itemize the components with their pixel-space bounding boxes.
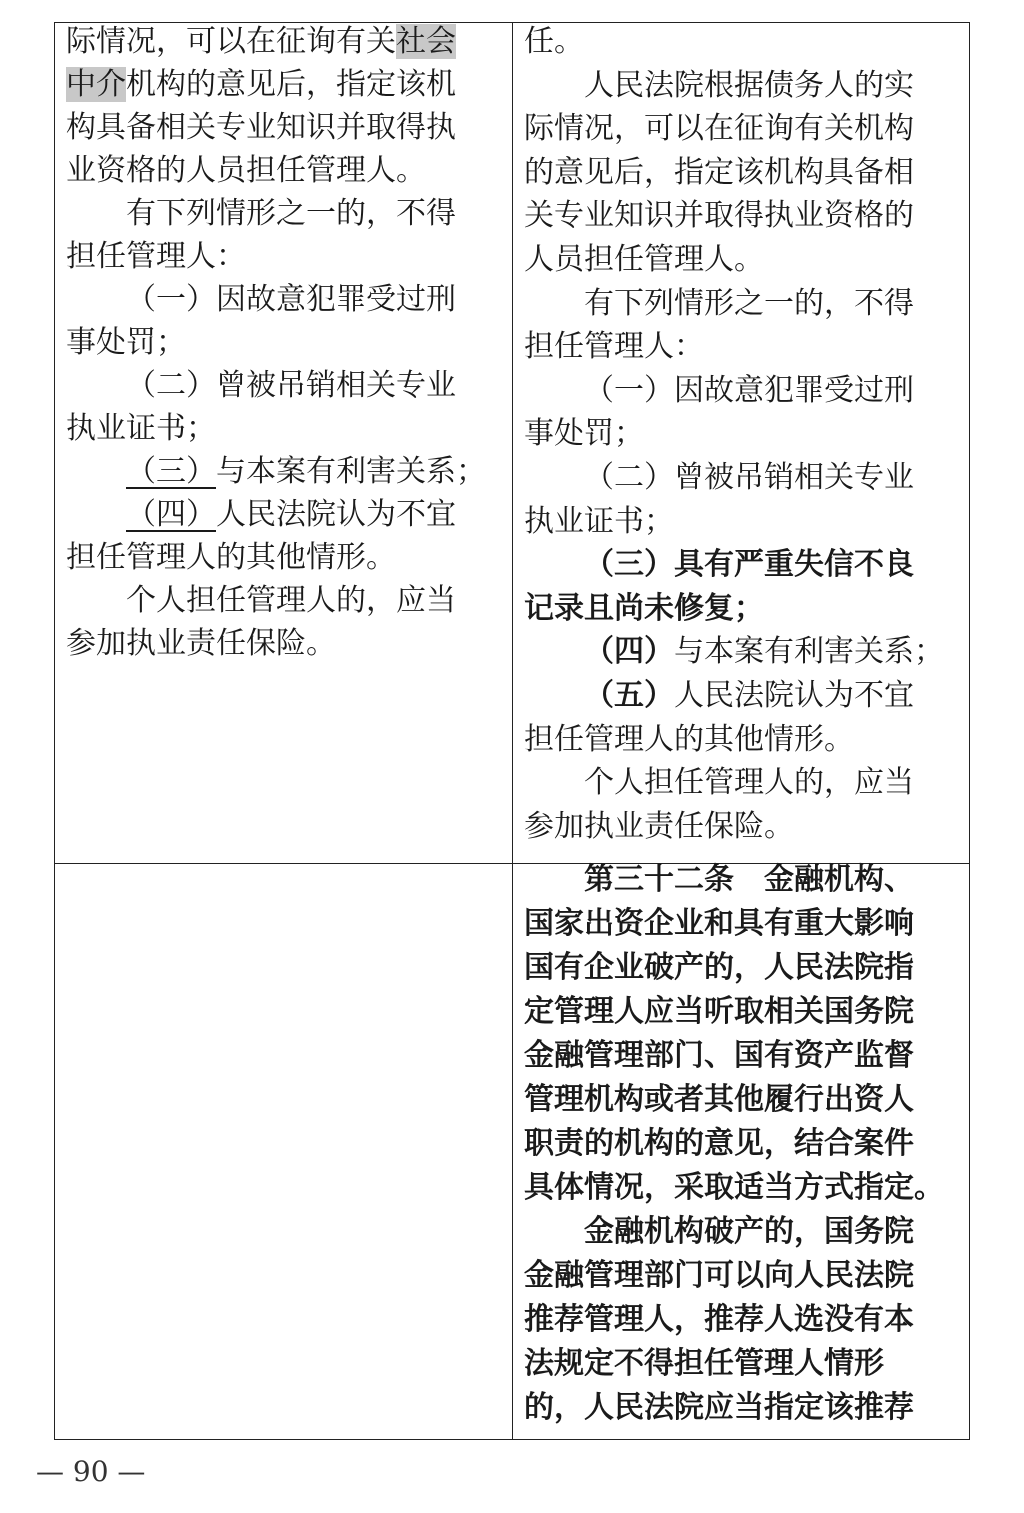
- text-line: [524, 1344, 884, 1384]
- text-run: 管理机构或者其他履行出资人: [524, 1082, 914, 1117]
- text-line: [524, 1212, 914, 1252]
- text-run: 担任管理人：: [524, 329, 704, 365]
- text-line: [524, 240, 764, 280]
- text-line: [66, 409, 216, 449]
- text-run: 人民法院认为不宜: [216, 497, 456, 532]
- text-line: [524, 284, 914, 324]
- text-run: 人民法院认为不宜: [674, 678, 914, 713]
- text-line: [524, 1300, 914, 1340]
- text-run: 金融管理部门可以向人民法院: [524, 1258, 914, 1293]
- text-line: [66, 194, 456, 234]
- text-line: [524, 1080, 914, 1120]
- text-line: [66, 280, 456, 320]
- text-run: 构具备相关专业知识并取得执: [66, 110, 456, 145]
- text-run: （五）: [584, 678, 674, 713]
- text-run: （三）具有严重失信不良: [584, 547, 914, 583]
- text-run: （一）因故意犯罪受过刑: [126, 282, 456, 317]
- text-run: 国家出资企业和具有重大影响: [524, 906, 914, 941]
- text-run: 与本案有利害关系；: [216, 454, 486, 489]
- text-run: （三）: [126, 454, 216, 489]
- text-line: [524, 327, 704, 367]
- text-run: 有下列情形之一的，不得: [584, 285, 914, 321]
- text-run: 与本案有利害关系；: [674, 634, 944, 670]
- text-run: 任。: [524, 24, 584, 59]
- text-line: [66, 323, 186, 363]
- text-run: 参加执业责任保险。: [66, 626, 336, 661]
- text-line: [524, 153, 914, 193]
- text-line: [66, 151, 426, 191]
- text-run: 个人担任管理人的，应当: [126, 583, 456, 618]
- text-line: [524, 1168, 944, 1208]
- text-run: 金融机构破产的，国务院: [584, 1214, 914, 1249]
- text-run: 中介: [66, 67, 126, 102]
- text-run: （二）曾被吊销相关专业: [584, 460, 914, 495]
- text-run: 人民法院根据债务人的实: [584, 67, 914, 103]
- text-run: （一）因故意犯罪受过刑: [584, 372, 914, 408]
- text-run: 参加执业责任保险。: [524, 808, 794, 844]
- text-run: 关专业知识并取得执业资格的: [524, 198, 914, 234]
- text-line: [66, 624, 336, 664]
- text-run: 个人担任管理人的，应当: [584, 765, 914, 801]
- text-line: [524, 371, 914, 411]
- text-run: 机构的意见后，指定该机: [126, 67, 456, 102]
- text-run: 记录且尚未修复；: [524, 590, 764, 626]
- text-run: 职责的机构的意见，结合案件: [524, 1126, 914, 1161]
- text-line: [66, 65, 456, 105]
- text-line: [524, 196, 914, 236]
- text-run: （二）曾被吊销相关专业: [126, 368, 456, 403]
- text-run: 国有企业破产的，人民法院指: [524, 950, 914, 985]
- text-line: [524, 904, 914, 944]
- text-run: 具体情况，采取适当方式指定。: [524, 1170, 944, 1205]
- text-line: [66, 108, 456, 148]
- text-line: [524, 807, 794, 847]
- text-run: 担任管理人：: [66, 239, 246, 274]
- text-line: [524, 66, 914, 106]
- text-line: [524, 763, 914, 803]
- text-line: [524, 1036, 914, 1076]
- text-run: 执业证书；: [66, 411, 216, 446]
- text-line: [524, 860, 914, 900]
- text-line: [524, 414, 644, 454]
- text-run: 担任管理人的其他情形。: [66, 540, 396, 575]
- text-run: 社会: [396, 24, 456, 59]
- text-line: [524, 1124, 914, 1164]
- text-run: 定管理人应当听取相关国务院: [524, 994, 914, 1029]
- page-number: — 90 —: [36, 1455, 146, 1488]
- text-line: [524, 502, 674, 542]
- text-run: 事处罚；: [524, 416, 644, 452]
- text-run: 执业证书；: [524, 503, 674, 539]
- text-run: 的意见后，指定该机构具备相: [524, 154, 914, 190]
- text-run: 担任管理人的其他情形。: [524, 721, 854, 757]
- text-run: 金融管理部门、国有资产监督: [524, 1038, 914, 1073]
- text-run: 人员担任管理人。: [524, 242, 764, 277]
- text-line: [66, 22, 456, 62]
- text-line: [524, 632, 944, 672]
- text-run: 第三十二条 金融机构、: [584, 862, 914, 897]
- text-line: [66, 538, 396, 578]
- text-run: 际情况，可以在征询有关: [66, 24, 396, 59]
- text-line: [66, 237, 246, 277]
- text-line: [524, 1256, 914, 1296]
- text-run: （四）: [584, 634, 674, 670]
- text-line: [524, 109, 914, 149]
- text-line: [524, 720, 854, 760]
- text-line: [66, 581, 456, 621]
- text-run: 业资格的人员担任管理人。: [66, 153, 426, 188]
- text-line: [524, 992, 914, 1032]
- text-run: 法规定不得担任管理人情形: [524, 1346, 884, 1381]
- text-run: 际情况，可以在征询有关机构: [524, 111, 914, 147]
- text-line: [66, 452, 486, 492]
- text-run: 事处罚；: [66, 325, 186, 360]
- text-line: [524, 22, 584, 62]
- text-line: [524, 458, 914, 498]
- text-line: [66, 366, 456, 406]
- text-line: [66, 495, 456, 535]
- text-line: [524, 1388, 914, 1428]
- text-line: [524, 676, 914, 716]
- text-run: 有下列情形之一的，不得: [126, 196, 456, 231]
- text-run: 的，人民法院应当指定该推荐: [524, 1390, 914, 1425]
- text-run: （四）: [126, 497, 216, 532]
- text-line: [524, 589, 764, 629]
- column-divider: [512, 23, 513, 1439]
- text-line: [524, 948, 914, 988]
- text-run: 推荐管理人，推荐人选没有本: [524, 1302, 914, 1337]
- text-line: [524, 545, 914, 585]
